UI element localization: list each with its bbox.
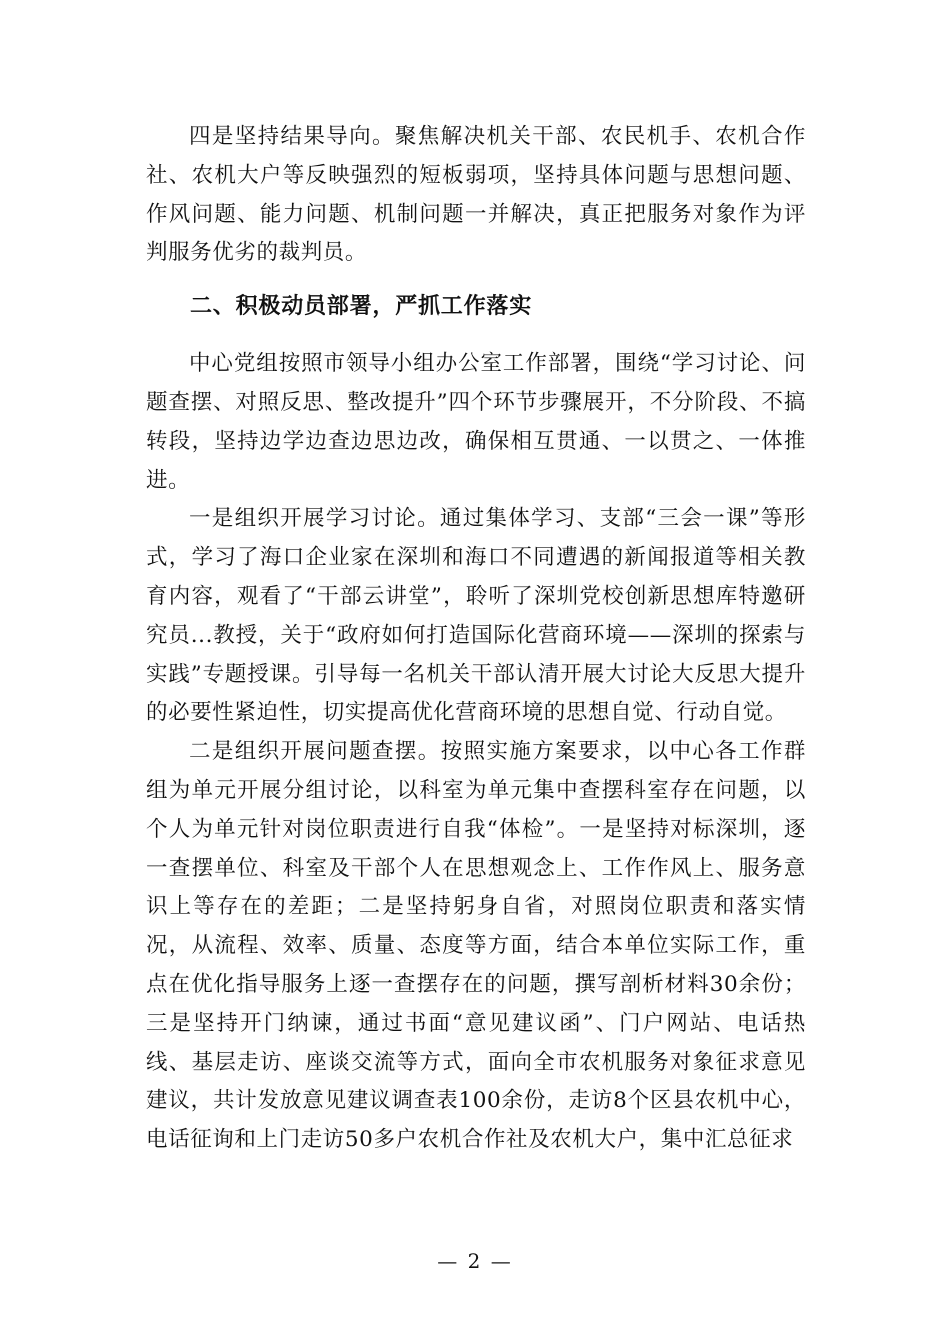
page-number: — 2 —	[437, 1249, 513, 1273]
section-heading: 二、积极动员部署，严抓工作落实	[190, 294, 533, 320]
paragraph-intro: 中心党组按照市领导小组办公室工作部署，围绕“学习讨论、问题查摆、对照反思、整改提升”四个环节步骤展开，不分阶段、不搞转段，坚持边学边查边思边改，确保相互贯通、一以贯之、一体推进。	[146, 351, 806, 493]
paragraph-result-orientation: 四是坚持结果导向。聚焦解决机关干部、农民机手、农机合作社、农机大户等反映强烈的短板弱项，坚持具体问题与思想问题、作风问题、能力问题、机制问题一并解决，真正把服务对象作为评判服务优劣的裁判员。	[146, 124, 806, 266]
paragraph-problem-check: 二是组织开展问题查摆。按照实施方案要求，以中心各工作群组为单元开展分组讨论，以科室为单元集中查摆科室存在问题，以个人为单元针对岗位职责进行自我“体检”。一是坚持对标深圳，逐一查摆单位、科室及干部个人在思想观念上、工作作风上、服务意识上等存在的差距；二是坚持躬身自省，对照岗位职责和落实情况，从流程、效率、质量、态度等方面，结合本单位实际工作，重点在优化指导服务上逐一查摆存在的问题，撰写剖析材料30余份；三是坚持开门纳谏，通过书面“意见建议函”、门户网站、电话热线、基层走访、座谈交流等方式，面向全市农机服务对象征求意见建议，共计发放意见建议调查表100余份，走访8个区县农机中心，电话征询和上门走访50多户农机合作社及农机大户，集中汇总征求	[146, 739, 806, 1153]
paragraph-study-discussion: 一是组织开展学习讨论。通过集体学习、支部“三会一课”等形式，学习了海口企业家在深圳和海口不同遭遇的新闻报道等相关教育内容，观看了“干部云讲堂”，聆听了深圳党校创新思想库特邀研究员...教授，关于“政府如何打造国际化营商环境——深圳的探索与实践”专题授课。引导每一名机关干部认清开展大讨论大反思大提升的必要性紧迫性，切实提高优化营商环境的思想自觉、行动自觉。	[146, 506, 806, 726]
document-body	[146, 118, 806, 1160]
